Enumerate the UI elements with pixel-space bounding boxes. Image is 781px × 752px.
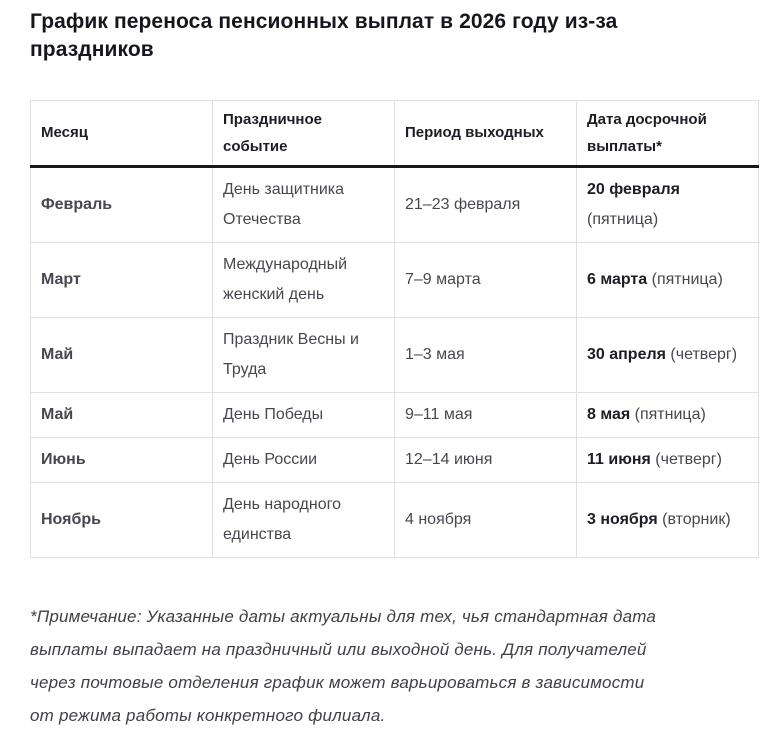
column-header-period: Период выходных [395,100,577,166]
payment-cell [577,317,759,392]
table-row [31,166,759,242]
table-row [31,392,759,437]
table-row [31,242,759,317]
month-cell: Июнь [31,437,213,482]
event-cell: Международный женский день [213,242,395,317]
period-cell: 12–14 июня [395,437,577,482]
event-cell: День России [213,437,395,482]
payment-cell [577,166,759,242]
table-row [31,437,759,482]
column-header-payment-date: Дата досрочной выплаты* [577,100,759,166]
period-cell: 4 ноября [395,482,577,557]
month-cell: Май [31,392,213,437]
column-header-month: Месяц [31,100,213,166]
month-cell: Февраль [31,166,213,242]
payment-weekday: (вторник) [657,510,731,528]
event-cell: День Победы [213,392,395,437]
table-header [31,100,759,166]
payment-date: 30 апреля [587,345,666,363]
payment-weekday: (пятница) [647,270,723,288]
month-cell: Май [31,317,213,392]
period-cell: 9–11 мая [395,392,577,437]
event-cell: Праздник Весны и Труда [213,317,395,392]
event-cell: День народного единства [213,482,395,557]
payment-date: 3 ноября [587,510,658,528]
payment-date: 6 марта [587,270,648,288]
period-cell: 7–9 марта [395,242,577,317]
month-cell: Ноябрь [31,482,213,557]
footnote: *Примечание: Указанные даты актуальны для тех, чья стандартная дата выплаты выпадает на праздничный или выходной день. Для получателей через почтовые отделения график может варьироваться в зависимости от режима работы конкретного филиала. [30,606,657,725]
payment-cell [577,242,759,317]
month-cell: Март [31,242,213,317]
payment-weekday: (четверг) [650,450,722,468]
table-body [31,166,759,557]
pension-schedule-table [30,100,759,558]
header-row [31,100,759,166]
payment-date: 11 июня [587,450,651,468]
payment-weekday: (четверг) [665,345,738,363]
payment-date: 8 мая [587,405,631,423]
payment-cell [577,437,759,482]
table-row [31,317,759,392]
column-header-event: Праздничное событие [213,100,395,166]
payment-weekday: (пятница) [587,210,659,228]
payment-cell [577,482,759,557]
table-row [31,482,759,557]
period-cell: 1–3 мая [395,317,577,392]
event-cell: День защитника Отечества [213,166,395,242]
payment-date: 20 февраля [587,180,680,198]
period-cell: 21–23 февраля [395,166,577,242]
payment-weekday: (пятница) [630,405,706,423]
payment-cell [577,392,759,437]
page-title: График переноса пенсионных выплат в 2026 году из-за праздников [30,10,618,62]
